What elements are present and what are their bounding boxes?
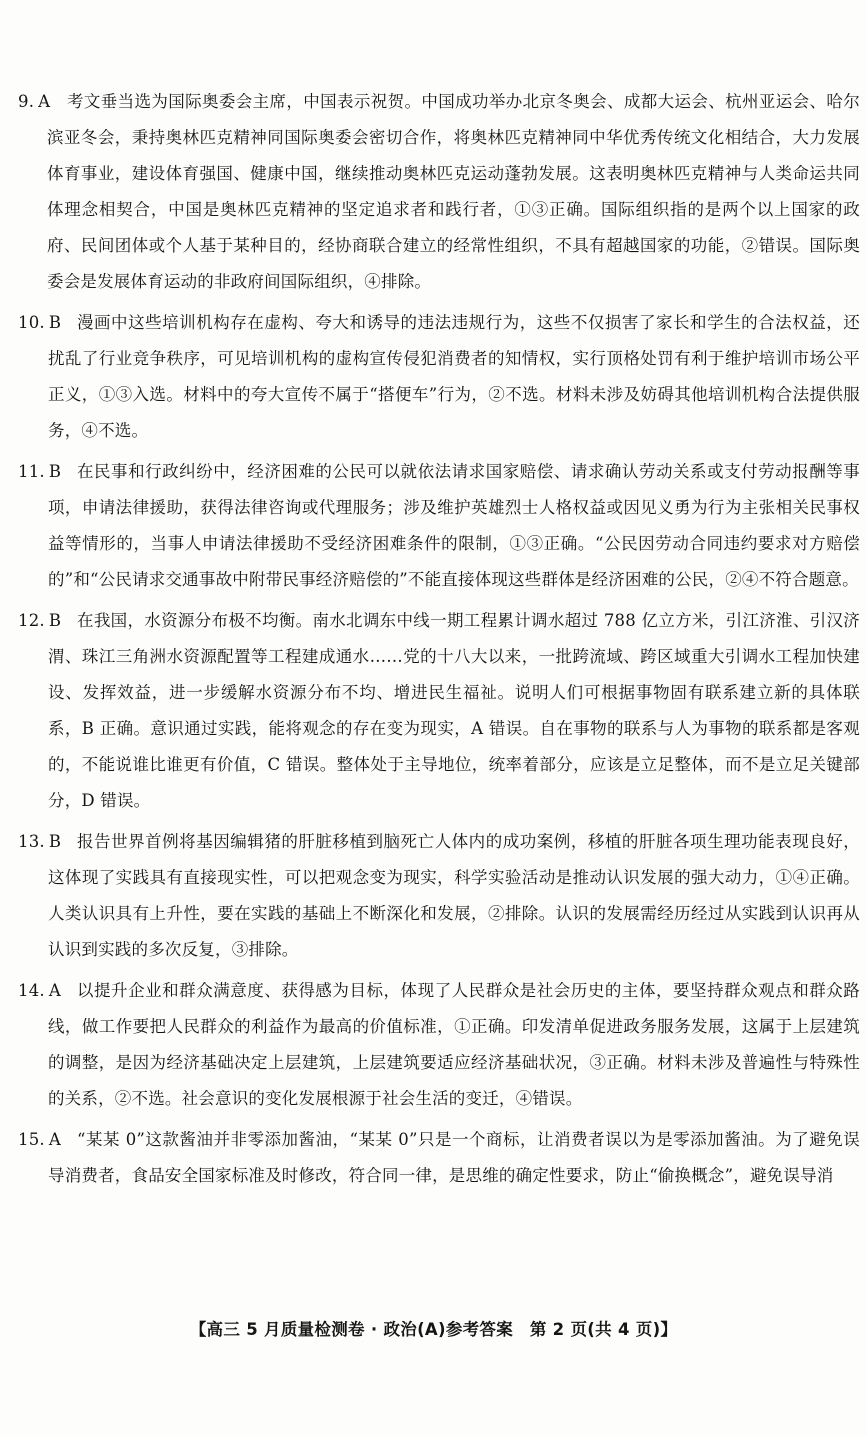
item-explanation: 漫画中这些培训机构存在虚构、夸大和诱导的违法违规行为，这些不仅损害了家长和学生的合法权益，还扰乱了行业竞争秩序，可见培训机构的虚构宣传侵犯消费者的知情权，实行顶格处罚有利于维护培训市场公平正义，①③入选。材料中的夸大宣传不属于“搭便车”行为，②不选。材料未涉及妨碍其他培训机构合法提供服务，④不选。 [48,313,860,440]
item-answer: B [48,462,62,481]
answer-item-15 [18,1122,860,1194]
item-answer: A [48,981,61,1000]
item-explanation: 在我国，水资源分布极不均衡。南水北调东中线一期工程累计调水超过 788 亿立方米，引江济淮、引汉济渭、珠江三角洲水资源配置等工程建成通水……党的十八大以来，一批跨流域、跨区域重大引调水工程加快建设、发挥效益，进一步缓解水资源分布不均、增进民生福祉。说明人们可根据事物固有联系建立新的具体联系，B 正确。意识通过实践，能将观念的存在变为现实，A 错误。自在事物的联系与人为事物的联系都是客观的，不能说谁比谁更有价值，C 错误。整体处于主导地位，统率着部分，应该是立足整体，而不是立足关键部分，D 错误。 [48,611,860,810]
item-answer: B [48,611,62,630]
item-explanation: 在民事和行政纠纷中，经济困难的公民可以就依法请求国家赔偿、请求确认劳动关系或支付劳动报酬等事项，申请法律援助，获得法律咨询或代理服务；涉及维护英雄烈士人格权益或因见义勇为行为主张相关民事权益等情形的，当事人申请法律援助不受经济困难条件的限制，①③正确。“公民因劳动合同违约要求对方赔偿的”和“公民请求交通事故中附带民事经济赔偿的”不能直接体现这些群体是经济困难的公民，②④不符合题意。 [48,462,860,589]
answer-item-10 [18,305,860,449]
item-answer: A [48,1130,61,1149]
item-number: 11. B [18,462,62,481]
item-answer: B [48,313,62,332]
item-number: 10. B [18,313,62,332]
page-footer: 【高三 5 月质量检测卷 · 政治(A)参考答案 第 2 页(共 4 页)】 [189,1320,678,1339]
answer-item-13 [18,824,860,968]
item-explanation: 报告世界首例将基因编辑猪的肝脏移植到脑死亡人体内的成功案例，移植的肝脏各项生理功能表现良好，这体现了实践具有直接现实性，可以把观念变为现实，科学实验活动是推动认识发展的强大动力，①④正确。人类认识具有上升性，要在实践的基础上不断深化和发展，②排除。认识的发展需经历经过从实践到认识再从认识到实践的多次反复，③排除。 [48,832,860,959]
item-number: 14. A [18,981,61,1000]
item-answer: B [48,832,62,851]
item-number: 13. B [18,832,62,851]
item-explanation: 以提升企业和群众满意度、获得感为目标，体现了人民群众是社会历史的主体，要坚持群众观点和群众路线，做工作要把人民群众的利益作为最高的价值标准，①正确。印发清单促进政务服务发展，这属于上层建筑的调整，是因为经济基础决定上层建筑，上层建筑要适应经济基础状况，③正确。材料未涉及普遍性与特殊性的关系，②不选。社会意识的变化发展根源于社会生活的变迁，④错误。 [48,981,860,1108]
item-answer: A [38,92,51,111]
item-number: 15. A [18,1130,61,1149]
item-number: 9. A [18,92,51,111]
answer-item-14 [18,973,860,1117]
item-explanation: “某某 0”这款酱油并非零添加酱油，“某某 0”只是一个商标，让消费者误以为是零添加酱油。为了避免误导消费者，食品安全国家标准及时修改，符合同一律，是思维的确定性要求，防止“偷换概念”，避免误导消 [48,1130,860,1185]
item-explanation: 考文垂当选为国际奥委会主席，中国表示祝贺。中国成功举办北京冬奥会、成都大运会、杭州亚运会、哈尔滨亚冬会，秉持奥林匹克精神同国际奥委会密切合作，将奥林匹克精神同中华优秀传统文化相结合，大力发展体育事业，建设体育强国、健康中国，继续推动奥林匹克运动蓬勃发展。这表明奥林匹克精神与人类命运共同体理念相契合，中国是奥林匹克精神的坚定追求者和践行者，①③正确。国际组织指的是两个以上国家的政府、民间团体或个人基于某种目的，经协商联合建立的经常性组织，不具有超越国家的功能，②错误。国际奥委会是发展体育运动的非政府间国际组织，④排除。 [47,92,860,291]
item-number: 12. B [18,611,62,630]
answer-item-11 [18,454,860,598]
answer-item-12 [18,603,860,819]
answer-list [18,84,860,1199]
answer-item-9 [18,84,860,300]
